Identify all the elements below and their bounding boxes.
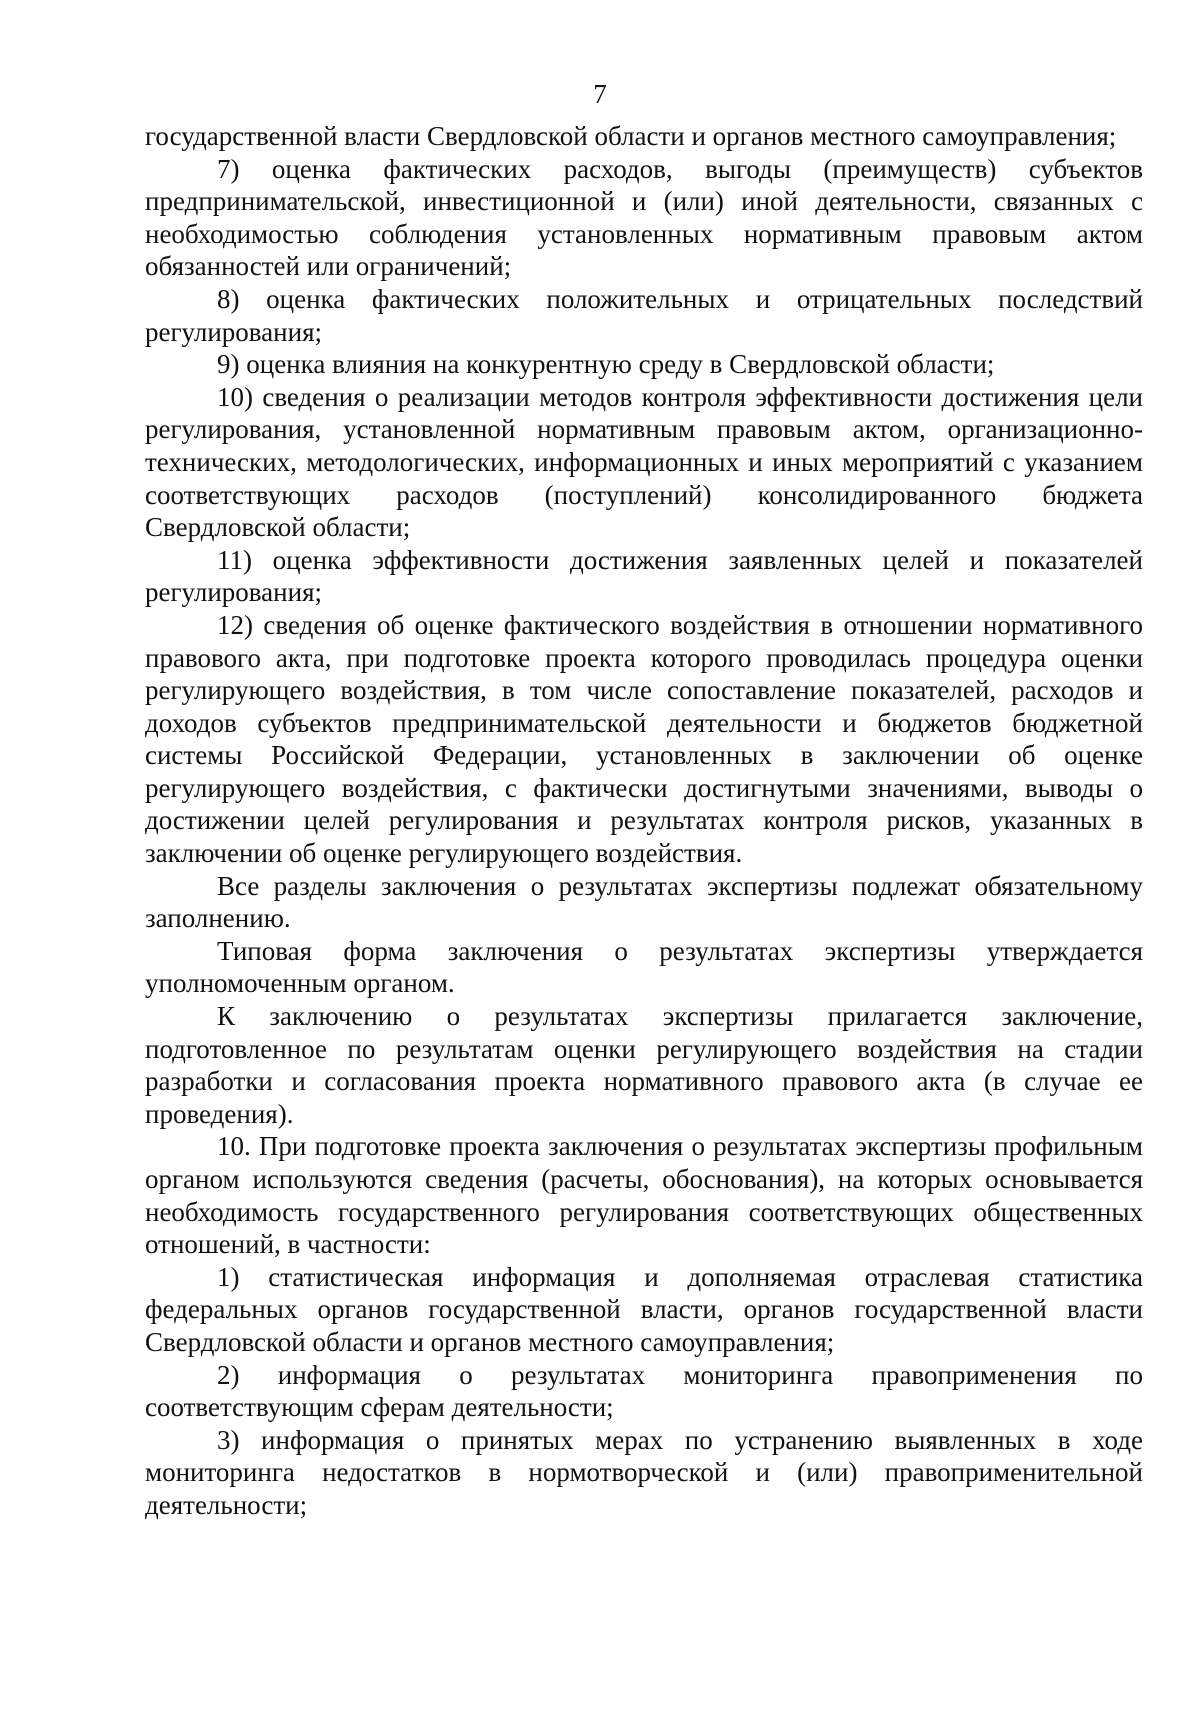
paragraph-continuation: государственной власти Свердловской области и органов местного самоуправления; <box>145 121 1117 151</box>
paragraph-item-12: 12) сведения об оценке фактического воздействия в отношении нормативного правового акта, при подготовке проекта которого проводилась процедура оценки регулирующего воздействия, в том числе сопоставление показателей, расходов и доходов субъектов предпринимательской деятельности и бюджетов бюджетной системы Российской Федерации, установленных в заключении об оценке регулирующего воздействия, с фактически достигнутыми значениями, выводы о достижении целей регулирования и результатах контроля рисков, указанных в заключении об оценке регулирующего воздействия. <box>145 609 1143 869</box>
paragraph-attachment: К заключению о результатах экспертизы прилагается заключение, подготовленное по результатам оценки регулирующего воздействия на стадии разработки и согласования проекта нормативного правового акта (в случае ее проведения). <box>145 1001 1143 1129</box>
paragraph-item-8: 8) оценка фактических положительных и отрицательных последствий регулирования; <box>145 283 1143 347</box>
document-body <box>145 120 1143 1522</box>
paragraph-subitem-1: 1) статистическая информация и дополняемая отраслевая статистика федеральных органов государственной власти, органов государственной власти Свердловской области и органов местного самоуправления; <box>145 1261 1143 1357</box>
paragraph-clause-10: 10. При подготовке проекта заключения о результатах экспертизы профильным органом используются сведения (расчеты, обоснования), на которых основывается необходимость государственного регулирования соответствующих общественных отношений, в частности: <box>145 1131 1143 1260</box>
paragraph-sections-mandatory: Все разделы заключения о результатах экспертизы подлежат обязательному заполнению. <box>145 870 1143 934</box>
paragraph-item-10: 10) сведения о реализации методов контроля эффективности достижения цели регулирования, установленной нормативным правовым актом, организационно-технических, методологических, информационных и иных мероприятий с указанием соответствующих расходов (поступлений) консолидированного бюджета Свердловской области; <box>145 381 1143 543</box>
paragraph-subitem-3: 3) информация о принятых мерах по устранению выявленных в ходе мониторинга недостатков в нормотворческой и (или) правоприменительной деятельности; <box>145 1424 1143 1520</box>
paragraph-typical-form: Типовая форма заключения о результатах экспертизы утверждается уполномоченным органом. <box>145 935 1143 999</box>
page-number: 7 <box>593 79 607 109</box>
paragraph-item-11: 11) оценка эффективности достижения заявленных целей и показателей регулирования; <box>145 544 1143 608</box>
paragraph-item-7: 7) оценка фактических расходов, выгоды (преимуществ) субъектов предпринимательской, инвестиционной и (или) иной деятельности, связанных с необходимостью соблюдения установленных нормативным правовым актом обязанностей или ограничений; <box>145 153 1143 282</box>
paragraph-item-9: 9) оценка влияния на конкурентную среду в Свердловской области; <box>217 349 995 380</box>
paragraph-subitem-2: 2) информация о результатах мониторинга правоприменения по соответствующим сферам деятельности; <box>145 1359 1143 1423</box>
